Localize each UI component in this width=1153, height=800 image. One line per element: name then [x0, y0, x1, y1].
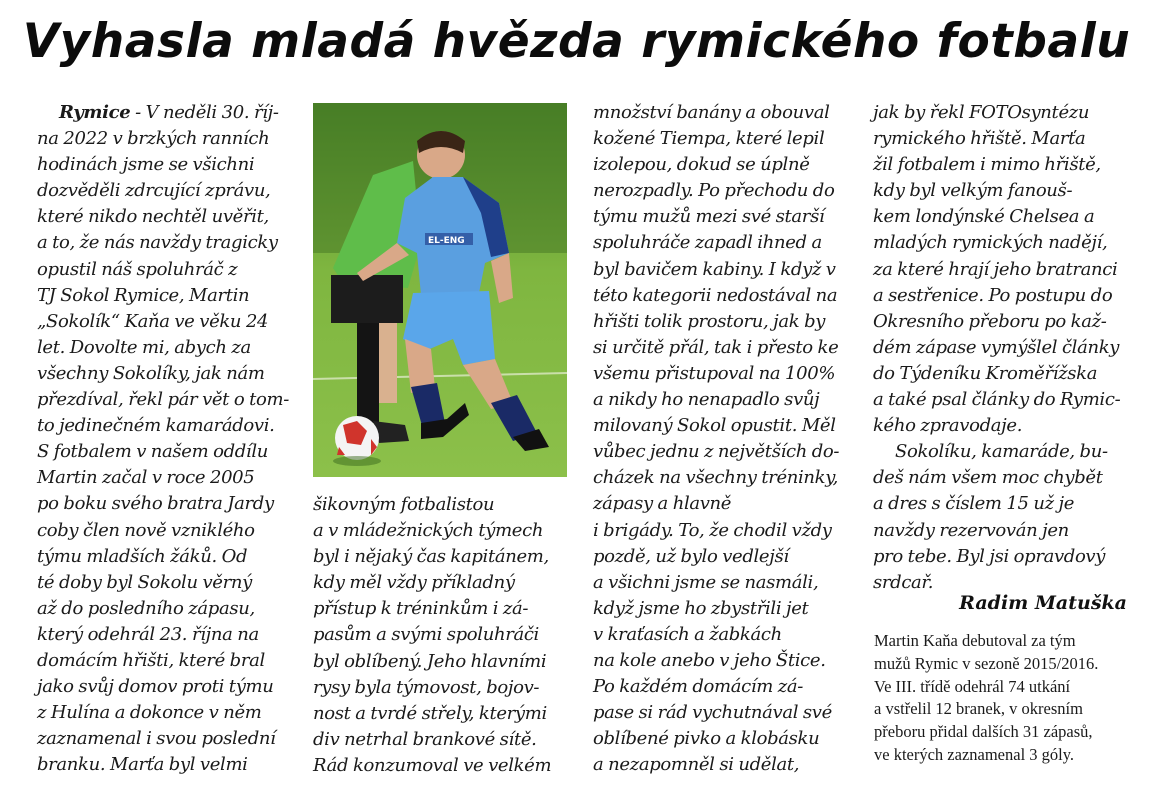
article-line: rysy byla týmovost, bojov-	[313, 676, 540, 698]
article-line: navždy rezervován jen	[873, 519, 1069, 541]
article-line: cházek na všechny tréninky,	[593, 467, 839, 489]
article-line: vůbec jednu z největších do-	[593, 441, 840, 463]
article-line: kého zpravodaje.	[873, 415, 1023, 437]
article-line: Okresního přeboru po kaž-	[873, 310, 1107, 332]
article-line: rymického hřiště. Marťa	[873, 128, 1086, 150]
article-line: na 2022 v brzkých ranních	[37, 128, 270, 150]
article-line: té doby byl Sokolu věrný	[37, 571, 252, 593]
article-line: jak by řekl FOTOsyntézu	[873, 102, 1090, 123]
article-line: do Týdeníku Kroměřížska	[873, 362, 1098, 384]
jersey-sponsor-text: EL-ENG	[428, 236, 465, 246]
article-line: který odehrál 23. října na	[37, 623, 259, 645]
info-line: Ve III. třídě odehrál 74 utkání	[874, 676, 1071, 696]
article-line: žil fotbalem i mimo hřiště,	[873, 154, 1101, 176]
article-line: opustil náš spoluhráč z	[37, 258, 238, 280]
article-line: pasům a svými spoluhráči	[313, 624, 539, 646]
article-column-3	[593, 100, 855, 778]
info-line: a vstřelil 12 branek, v okresním	[874, 699, 1083, 719]
article-line: coby člen nově vzniklého	[37, 519, 255, 541]
article-line: nost a tvrdé střely, kterými	[313, 702, 547, 724]
headline: Vyhasla mladá hvězda rymického fotbalu	[22, 14, 1131, 69]
article-line: a dres s číslem 15 už je	[873, 493, 1075, 515]
article-line: spoluhráče zapadl ihned a	[593, 232, 822, 254]
article-line: kdy měl vždy příkladný	[313, 572, 515, 594]
info-line: ve kterých zaznamenal 3 góly.	[874, 744, 1075, 764]
article-line: byl oblíbený. Jeho hlavními	[313, 650, 547, 672]
article-line: Po každém domácím zá-	[593, 676, 803, 698]
author-byline: Radim Matuška	[959, 592, 1127, 614]
article-line: hodinách jsme se všichni	[37, 154, 255, 176]
article-line: kem londýnské Chelsea a	[873, 206, 1095, 228]
article-line: Rymice - V neděli 30. říj-	[59, 102, 279, 123]
article-line: milovaný Sokol opustit. Měl	[593, 415, 836, 437]
article-line: a všichni jsme se nasmáli,	[593, 571, 819, 593]
article-line: si určitě přál, tak i přesto ke	[593, 336, 839, 358]
article-line: až do posledního zápasu,	[37, 597, 255, 619]
article-line: i brigády. To, že chodil vždy	[593, 519, 832, 541]
article-line: deš nám všem moc chybět	[873, 467, 1103, 489]
article-column-4	[873, 100, 1135, 596]
article-line: div netrhal brankové sítě.	[313, 728, 537, 750]
article-line: dozvěděli zdrcující zprávu,	[37, 180, 271, 202]
article-line: když jsme ho zbystřili jet	[593, 597, 809, 619]
article-line: v kraťasích a žabkách	[593, 623, 782, 645]
article-line: týmu mladších žáků. Od	[37, 545, 248, 567]
article-line: kožené Tiempa, které lepil	[593, 128, 825, 150]
article-line: týmu mužů mezi své starší	[593, 206, 825, 228]
article-line: mladých rymických nadějí,	[873, 232, 1108, 254]
article-line: S fotbalem v našem oddílu	[37, 441, 268, 463]
article-line: dém zápase vymýšlel články	[873, 336, 1120, 358]
article-line: po boku svého bratra Jardy	[37, 493, 274, 515]
article-line: přezdíval, řekl pár vět o tom-	[37, 389, 289, 411]
article-column-2	[313, 492, 575, 779]
article-line: pozdě, už bylo vedlejší	[593, 545, 789, 567]
article-line: a také psal články do Rymic-	[873, 389, 1121, 411]
article-line: byl bavičem kabiny. I když v	[593, 258, 836, 280]
article-column-1	[37, 100, 299, 778]
article-line: za které hrají jeho bratranci	[873, 258, 1118, 280]
article-line: hřišti tolik prostoru, jak by	[593, 310, 826, 332]
article-line: Martin začal v roce 2005	[37, 467, 255, 489]
article-line: zaznamenal i svou poslední	[37, 728, 276, 750]
player-photo	[313, 103, 567, 477]
article-line: byl i nějaký čas kapitánem,	[313, 546, 549, 568]
dateline-place: Rymice	[59, 102, 131, 123]
article-line: zápasy a hlavně	[593, 493, 732, 515]
article-line: to jedinečném kamarádovi.	[37, 415, 275, 437]
article-line: a nikdy ho nenapadlo svůj	[593, 389, 820, 411]
article-line: a to, že nás navždy tragicky	[37, 232, 278, 254]
article-line: pro tebe. Byl jsi opravdový	[873, 545, 1106, 567]
article-line: oblíbené pivko a klobásku	[593, 728, 820, 750]
article-line: šikovným fotbalistou	[313, 494, 495, 515]
article-line: a v mládežnických týmech	[313, 520, 544, 542]
article-line: a nezapomněl si udělat,	[593, 754, 800, 776]
article-line: jako svůj domov proti týmu	[37, 676, 274, 698]
article-line: izolepou, dokud se úplně	[593, 154, 810, 176]
info-line: mužů Rymic v sezoně 2015/2016.	[874, 653, 1099, 673]
article-line: Rád konzumoval ve velkém	[313, 754, 552, 776]
article-line: nerozpadly. Po přechodu do	[593, 180, 835, 202]
article-line: TJ Sokol Rymice, Martin	[37, 284, 250, 306]
article-line: na kole anebo v jeho Štice.	[593, 649, 826, 671]
photo-illustration	[313, 103, 567, 477]
article-line: pase si rád vychutnával své	[593, 702, 832, 724]
article-line: z Hulína a dokonce v něm	[37, 702, 262, 724]
article-line: domácím hřišti, které bral	[37, 649, 265, 671]
article-line: přístup k tréninkům i zá-	[313, 598, 529, 620]
article-line: branku. Marťa byl velmi	[37, 754, 248, 776]
article-line: všemu přistupoval na 100%	[593, 362, 836, 384]
article-line: této kategorii nedostával na	[593, 284, 838, 306]
article-line: let. Dovolte mi, abych za	[37, 336, 251, 358]
article-line: kdy byl velkým fanouš-	[873, 180, 1073, 202]
article-line: které nikdo nechtěl uvěřit,	[37, 206, 269, 228]
article-line: „Sokolík“ Kaňa ve věku 24	[37, 310, 269, 332]
article-line: Sokolíku, kamaráde, bu-	[895, 441, 1108, 463]
article-line: srdcař.	[873, 571, 934, 593]
article-line: množství banány a obouval	[593, 102, 830, 123]
info-line: Martin Kaňa debutoval za tým	[874, 631, 1076, 650]
info-line: přeboru přidal dalších 31 zápasů,	[874, 722, 1093, 742]
article-line: všechny Sokolíky, jak nám	[37, 362, 265, 384]
article-line: a sestřenice. Po postupu do	[873, 284, 1113, 306]
info-box	[874, 630, 1128, 767]
